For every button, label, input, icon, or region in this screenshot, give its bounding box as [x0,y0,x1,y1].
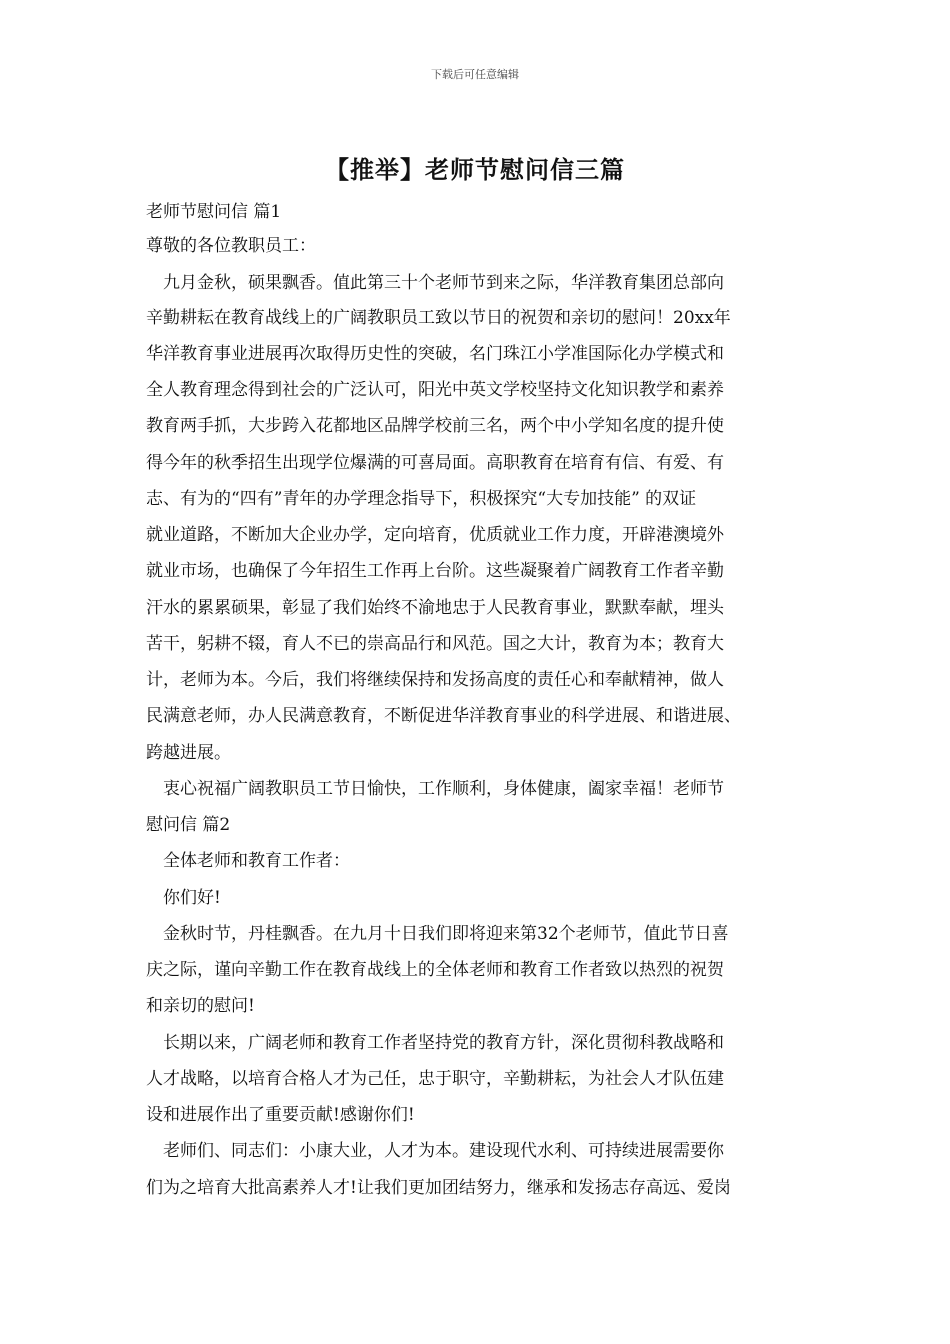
body-line: 九月金秋，硕果飘香。值此第三十个老师节到来之际，华洋教育集团总部向 [146,273,724,293]
section-heading-2: 慰问信 篇2 [146,815,231,835]
body-line: 就业市场，也确保了今年招生工作再上台阶。这些凝聚着广阔教育工作者辛勤 [146,561,724,581]
body-line: 跨越进展。 [146,743,231,763]
body-line: 人才战略，以培育合格人才为己任，忠于职守，辛勤耕耘，为社会人才队伍建 [146,1069,724,1089]
greeting: 你们好! [146,888,221,908]
body-line: 衷心祝福广阔教职员工节日愉快，工作顺利，身体健康，阖家幸福！老师节 [146,779,724,799]
body-line: 汗水的累累硕果，彰显了我们始终不渝地忠于人民教育事业，默默奉献，埋头 [146,598,724,618]
body-line: 金秋时节，丹桂飘香。在九月十日我们即将迎来第32个老师节，值此节日喜 [146,924,729,944]
body-line: 庆之际，谨向辛勤工作在教育战线上的全体老师和教育工作者致以热烈的祝贺 [146,960,724,980]
salutation-1: 尊敬的各位教职员工： [146,236,316,256]
header-note: 下载后可任意编辑 [431,68,519,81]
body-line: 老师们、同志们：小康大业，人才为本。建设现代水利、可持续进展需要你 [146,1141,724,1161]
body-line: 教育两手抓，大步跨入花都地区品牌学校前三名，两个中小学知名度的提升使 [146,416,724,436]
section-heading-1: 老师节慰问信 篇1 [146,202,282,222]
body-line: 计，老师为本。今后，我们将继续保持和发扬高度的责任心和奉献精神，做人 [146,670,724,690]
body-line: 和亲切的慰问! [146,996,255,1016]
body-line: 华洋教育事业进展再次取得历史性的突破，名门珠江小学准国际化办学模式和 [146,344,724,364]
body-line: 长期以来，广阔老师和教育工作者坚持党的教育方针，深化贯彻科教战略和 [146,1033,724,1053]
body-line: 得今年的秋季招生出现学位爆满的可喜局面。高职教育在培育有信、有爱、有 [146,453,724,473]
body-line: 设和进展作出了重要贡献!感谢你们! [146,1105,415,1125]
body-line: 全人教育理念得到社会的广泛认可，阳光中英文学校坚持文化知识教学和素养 [146,380,724,400]
document-title: 【推举】老师节慰问信三篇 [325,156,625,184]
body-line: 苦干，躬耕不辍，育人不已的崇高品行和风范。国之大计，教育为本；教育大 [146,634,724,654]
body-line: 就业道路，不断加大企业办学，定向培育，优质就业工作力度，开辟港澳境外 [146,525,724,545]
body-line: 们为之培育大批高素养人才!让我们更加团结努力，继承和发扬志存高远、爱岗 [146,1178,731,1198]
body-line: 志、有为的“四有”青年的办学理念指导下，积极探究“大专加技能” 的双证 [146,489,697,509]
body-line: 民满意老师，办人民满意教育，不断促进华洋教育事业的科学进展、和谐进展、 [146,706,741,726]
body-line: 辛勤耕耘在教育战线上的广阔教职员工致以节日的祝贺和亲切的慰问！20xx年 [146,308,731,328]
salutation-2: 全体老师和教育工作者： [146,851,350,871]
